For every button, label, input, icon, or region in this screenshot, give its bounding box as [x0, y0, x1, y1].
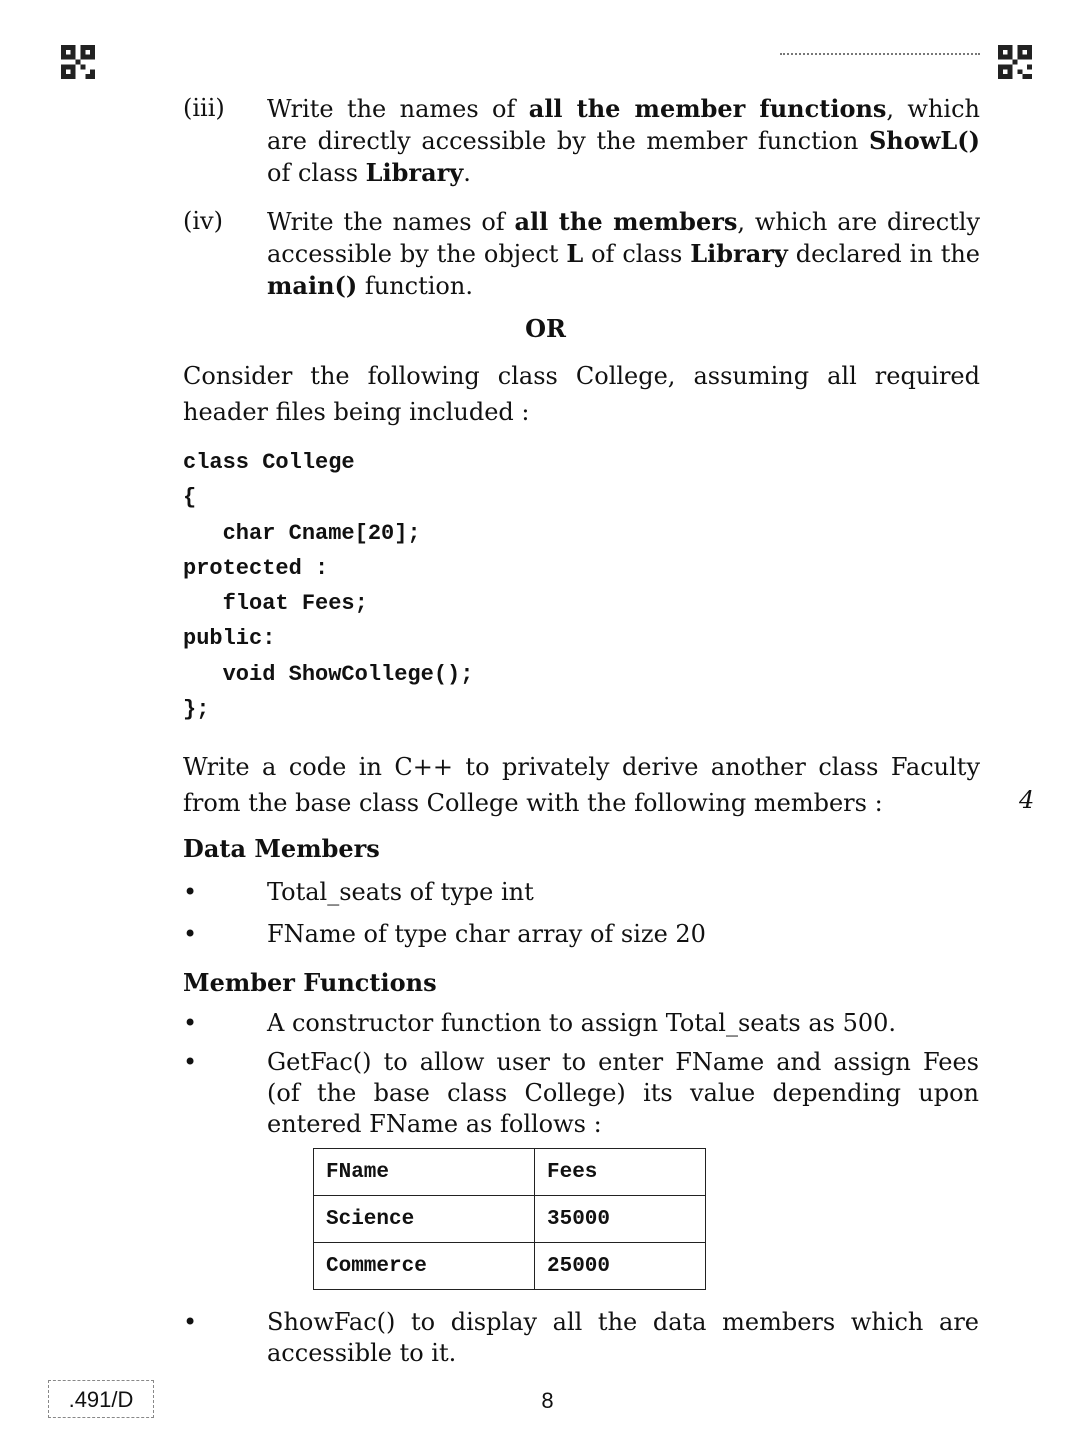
list-item: A constructor function to assign Total_seats as 500. [267, 1009, 897, 1037]
qr-code-left [61, 45, 95, 79]
bullet-icon: • [183, 878, 198, 906]
bullet-icon: • [183, 920, 198, 948]
code-line: { [183, 485, 197, 511]
code-line: public: [183, 626, 276, 652]
intro-paragraph: Consider the following class College, assuming all required header files being included : [183, 362, 980, 426]
table-header-row [314, 1149, 706, 1196]
bullet-icon: • [183, 1308, 198, 1336]
page-number: 8 [541, 1388, 554, 1413]
question-number: (iv) [183, 207, 223, 235]
code-line: protected : [183, 555, 329, 581]
microtext-line [780, 53, 980, 55]
question-number: (iii) [183, 94, 225, 122]
marks-label: 4 [1019, 786, 1035, 814]
question-text: Write the names of all the members, which are directly accessible by the object L of class Library declared in the main() function. [267, 207, 981, 300]
question-text: Write the names of all the member functions, which are directly accessible by the member function ShowL() of class Library. [267, 94, 980, 187]
task-paragraph: Write a code in C++ to privately derive another class Faculty from the base class College with the following members : [183, 753, 980, 817]
table-header-cell: FName [314, 1149, 535, 1196]
list-item: ShowFac() to display all the data members which are accessible to it. [267, 1308, 979, 1367]
code-line: class College [183, 450, 355, 475]
code-line: void ShowCollege(); [183, 661, 474, 687]
list-item: GetFac() to allow user to enter FName and assign Fees (of the base class College) its value depending upon entered FName as follows : [267, 1048, 979, 1138]
table-cell: 35000 [535, 1196, 706, 1243]
member-functions-heading: Member Functions [183, 968, 437, 997]
table-cell: Science [314, 1196, 535, 1243]
or-separator: OR [525, 314, 566, 343]
table-header-cell: Fees [535, 1149, 706, 1196]
data-members-heading: Data Members [183, 834, 380, 863]
fees-table [313, 1148, 706, 1290]
list-item: Total_seats of type int [267, 878, 534, 906]
code-line: char Cname[20]; [183, 520, 421, 546]
code-block [183, 445, 473, 727]
table-cell: Commerce [314, 1243, 535, 1290]
code-line: }; [183, 697, 210, 723]
bullet-icon: • [183, 1009, 198, 1037]
list-item: FName of type char array of size 20 [267, 920, 706, 948]
table-row [314, 1243, 706, 1290]
paper-code: .491/D [48, 1380, 154, 1418]
table-cell: 25000 [535, 1243, 706, 1290]
code-line: float Fees; [183, 591, 368, 617]
bullet-icon: • [183, 1048, 198, 1076]
table-row [314, 1196, 706, 1243]
qr-code-right [998, 45, 1032, 79]
